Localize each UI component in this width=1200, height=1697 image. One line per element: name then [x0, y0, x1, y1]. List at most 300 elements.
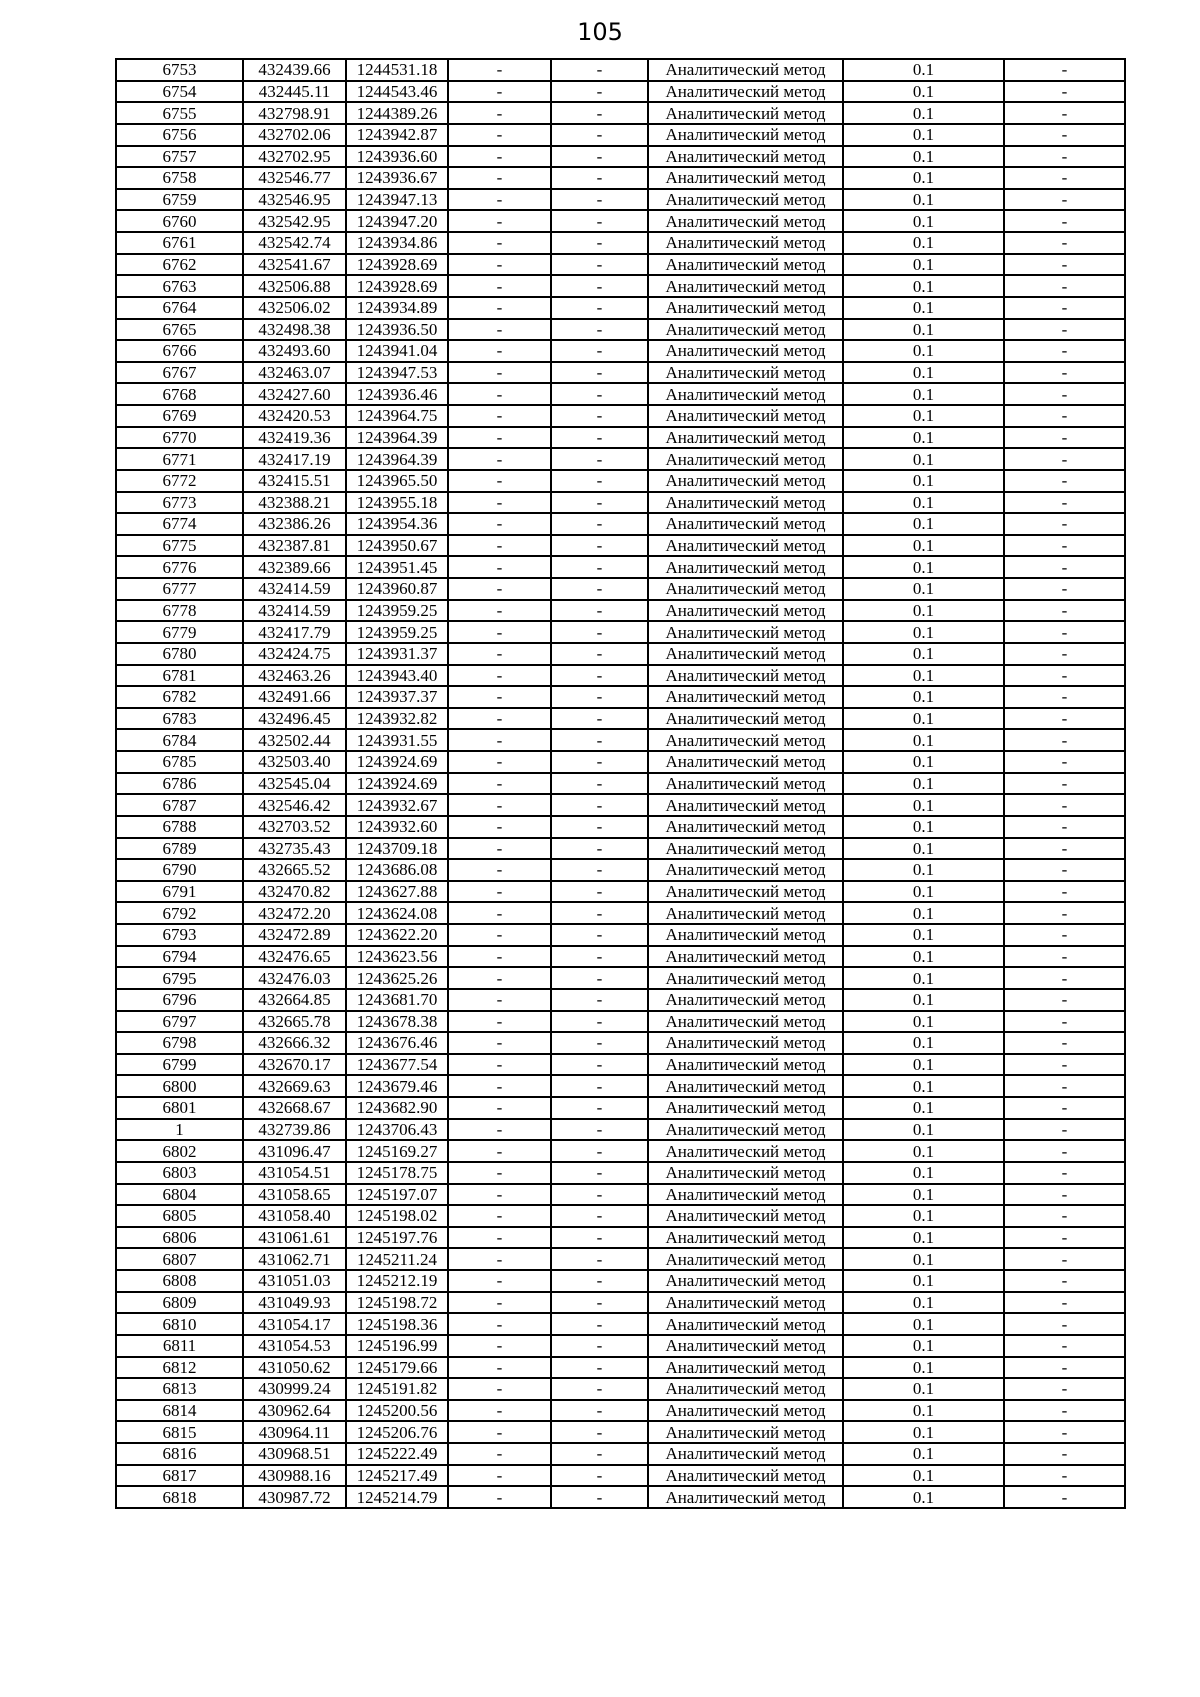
- blank-cell-a: -: [448, 232, 551, 254]
- blank-cell-a: -: [448, 146, 551, 168]
- y-coordinate-cell: 1245191.82: [346, 1378, 448, 1400]
- blank-cell-b: -: [551, 600, 648, 622]
- table-row: [116, 859, 1125, 881]
- blank-cell-c: -: [1004, 1140, 1125, 1162]
- x-coordinate-cell: 430962.64: [243, 1400, 346, 1422]
- blank-cell-b: -: [551, 1227, 648, 1249]
- blank-cell-b: -: [551, 794, 648, 816]
- accuracy-cell: 0.1: [843, 773, 1004, 795]
- blank-cell-c: -: [1004, 189, 1125, 211]
- method-cell: Аналитический метод: [648, 405, 843, 427]
- blank-cell-c: -: [1004, 1465, 1125, 1487]
- table-row: [116, 340, 1125, 362]
- x-coordinate-cell: 432506.02: [243, 297, 346, 319]
- point-number-cell: 6767: [116, 362, 243, 384]
- blank-cell-b: -: [551, 1421, 648, 1443]
- table-row: [116, 470, 1125, 492]
- blank-cell-a: -: [448, 319, 551, 341]
- accuracy-cell: 0.1: [843, 1032, 1004, 1054]
- y-coordinate-cell: 1243937.37: [346, 686, 448, 708]
- y-coordinate-cell: 1243928.69: [346, 254, 448, 276]
- blank-cell-b: -: [551, 1270, 648, 1292]
- blank-cell-c: -: [1004, 708, 1125, 730]
- blank-cell-b: -: [551, 210, 648, 232]
- blank-cell-a: -: [448, 362, 551, 384]
- x-coordinate-cell: 432739.86: [243, 1119, 346, 1141]
- accuracy-cell: 0.1: [843, 902, 1004, 924]
- blank-cell-b: -: [551, 556, 648, 578]
- method-cell: Аналитический метод: [648, 708, 843, 730]
- accuracy-cell: 0.1: [843, 1313, 1004, 1335]
- blank-cell-c: -: [1004, 1097, 1125, 1119]
- method-cell: Аналитический метод: [648, 859, 843, 881]
- blank-cell-b: -: [551, 1465, 648, 1487]
- blank-cell-b: -: [551, 405, 648, 427]
- method-cell: Аналитический метод: [648, 470, 843, 492]
- y-coordinate-cell: 1245198.36: [346, 1313, 448, 1335]
- y-coordinate-cell: 1243932.60: [346, 816, 448, 838]
- blank-cell-a: -: [448, 1075, 551, 1097]
- method-cell: Аналитический метод: [648, 989, 843, 1011]
- table-row: [116, 189, 1125, 211]
- x-coordinate-cell: 432491.66: [243, 686, 346, 708]
- blank-cell-a: -: [448, 1054, 551, 1076]
- point-number-cell: 6792: [116, 902, 243, 924]
- blank-cell-a: -: [448, 1486, 551, 1508]
- y-coordinate-cell: 1243936.50: [346, 319, 448, 341]
- x-coordinate-cell: 432439.66: [243, 59, 346, 81]
- blank-cell-b: -: [551, 1140, 648, 1162]
- point-number-cell: 6789: [116, 838, 243, 860]
- blank-cell-b: -: [551, 1335, 648, 1357]
- x-coordinate-cell: 431096.47: [243, 1140, 346, 1162]
- method-cell: Аналитический метод: [648, 1400, 843, 1422]
- y-coordinate-cell: 1243959.25: [346, 600, 448, 622]
- blank-cell-a: -: [448, 751, 551, 773]
- x-coordinate-cell: 432506.88: [243, 275, 346, 297]
- accuracy-cell: 0.1: [843, 924, 1004, 946]
- blank-cell-a: -: [448, 794, 551, 816]
- blank-cell-a: -: [448, 297, 551, 319]
- blank-cell-a: -: [448, 535, 551, 557]
- blank-cell-c: -: [1004, 838, 1125, 860]
- blank-cell-a: -: [448, 1465, 551, 1487]
- y-coordinate-cell: 1243623.56: [346, 946, 448, 968]
- blank-cell-a: -: [448, 621, 551, 643]
- table-row: [116, 275, 1125, 297]
- accuracy-cell: 0.1: [843, 1357, 1004, 1379]
- x-coordinate-cell: 432389.66: [243, 556, 346, 578]
- y-coordinate-cell: 1243678.38: [346, 1011, 448, 1033]
- method-cell: Аналитический метод: [648, 729, 843, 751]
- y-coordinate-cell: 1243964.75: [346, 405, 448, 427]
- blank-cell-c: -: [1004, 1270, 1125, 1292]
- y-coordinate-cell: 1243676.46: [346, 1032, 448, 1054]
- accuracy-cell: 0.1: [843, 232, 1004, 254]
- method-cell: Аналитический метод: [648, 232, 843, 254]
- blank-cell-b: -: [551, 427, 648, 449]
- y-coordinate-cell: 1243627.88: [346, 881, 448, 903]
- blank-cell-b: -: [551, 1292, 648, 1314]
- blank-cell-c: -: [1004, 102, 1125, 124]
- method-cell: Аналитический метод: [648, 492, 843, 514]
- blank-cell-b: -: [551, 1378, 648, 1400]
- blank-cell-c: -: [1004, 362, 1125, 384]
- accuracy-cell: 0.1: [843, 859, 1004, 881]
- blank-cell-b: -: [551, 232, 648, 254]
- x-coordinate-cell: 432545.04: [243, 773, 346, 795]
- point-number-cell: 6776: [116, 556, 243, 578]
- blank-cell-b: -: [551, 621, 648, 643]
- y-coordinate-cell: 1245178.75: [346, 1162, 448, 1184]
- table-row: [116, 81, 1125, 103]
- table-row: [116, 1335, 1125, 1357]
- x-coordinate-cell: 432702.95: [243, 146, 346, 168]
- accuracy-cell: 0.1: [843, 989, 1004, 1011]
- blank-cell-a: -: [448, 1400, 551, 1422]
- x-coordinate-cell: 431054.17: [243, 1313, 346, 1335]
- point-number-cell: 6782: [116, 686, 243, 708]
- y-coordinate-cell: 1243679.46: [346, 1075, 448, 1097]
- accuracy-cell: 0.1: [843, 751, 1004, 773]
- method-cell: Аналитический метод: [648, 556, 843, 578]
- point-number-cell: 6770: [116, 427, 243, 449]
- table-row: [116, 1032, 1125, 1054]
- blank-cell-c: -: [1004, 470, 1125, 492]
- blank-cell-b: -: [551, 665, 648, 687]
- method-cell: Аналитический метод: [648, 1140, 843, 1162]
- y-coordinate-cell: 1243947.53: [346, 362, 448, 384]
- blank-cell-c: -: [1004, 210, 1125, 232]
- point-number-cell: 6769: [116, 405, 243, 427]
- point-number-cell: 6787: [116, 794, 243, 816]
- x-coordinate-cell: 432427.60: [243, 383, 346, 405]
- method-cell: Аналитический метод: [648, 275, 843, 297]
- accuracy-cell: 0.1: [843, 1378, 1004, 1400]
- blank-cell-a: -: [448, 492, 551, 514]
- x-coordinate-cell: 432541.67: [243, 254, 346, 276]
- table-row: [116, 1248, 1125, 1270]
- blank-cell-a: -: [448, 1140, 551, 1162]
- blank-cell-b: -: [551, 1032, 648, 1054]
- x-coordinate-cell: 432463.26: [243, 665, 346, 687]
- method-cell: Аналитический метод: [648, 881, 843, 903]
- table-row: [116, 124, 1125, 146]
- blank-cell-a: -: [448, 1357, 551, 1379]
- point-number-cell: 6800: [116, 1075, 243, 1097]
- blank-cell-b: -: [551, 59, 648, 81]
- method-cell: Аналитический метод: [648, 1486, 843, 1508]
- x-coordinate-cell: 432665.52: [243, 859, 346, 881]
- method-cell: Аналитический метод: [648, 1421, 843, 1443]
- blank-cell-c: -: [1004, 232, 1125, 254]
- blank-cell-b: -: [551, 859, 648, 881]
- y-coordinate-cell: 1243622.20: [346, 924, 448, 946]
- x-coordinate-cell: 431058.65: [243, 1184, 346, 1206]
- x-coordinate-cell: 431054.51: [243, 1162, 346, 1184]
- x-coordinate-cell: 432387.81: [243, 535, 346, 557]
- table-row: [116, 1227, 1125, 1249]
- blank-cell-a: -: [448, 405, 551, 427]
- blank-cell-c: -: [1004, 665, 1125, 687]
- blank-cell-a: -: [448, 513, 551, 535]
- y-coordinate-cell: 1243681.70: [346, 989, 448, 1011]
- x-coordinate-cell: 432493.60: [243, 340, 346, 362]
- method-cell: Аналитический метод: [648, 794, 843, 816]
- y-coordinate-cell: 1245212.19: [346, 1270, 448, 1292]
- method-cell: Аналитический метод: [648, 362, 843, 384]
- point-number-cell: 6808: [116, 1270, 243, 1292]
- table-row: [116, 297, 1125, 319]
- blank-cell-c: -: [1004, 124, 1125, 146]
- y-coordinate-cell: 1243950.67: [346, 535, 448, 557]
- y-coordinate-cell: 1243931.55: [346, 729, 448, 751]
- method-cell: Аналитический метод: [648, 924, 843, 946]
- x-coordinate-cell: 432472.20: [243, 902, 346, 924]
- x-coordinate-cell: 430988.16: [243, 1465, 346, 1487]
- blank-cell-a: -: [448, 448, 551, 470]
- blank-cell-a: -: [448, 881, 551, 903]
- table-row: [116, 254, 1125, 276]
- method-cell: Аналитический метод: [648, 1357, 843, 1379]
- point-number-cell: 6761: [116, 232, 243, 254]
- blank-cell-a: -: [448, 340, 551, 362]
- y-coordinate-cell: 1243709.18: [346, 838, 448, 860]
- blank-cell-b: -: [551, 340, 648, 362]
- accuracy-cell: 0.1: [843, 946, 1004, 968]
- x-coordinate-cell: 431049.93: [243, 1292, 346, 1314]
- blank-cell-a: -: [448, 167, 551, 189]
- x-coordinate-cell: 432445.11: [243, 81, 346, 103]
- point-number-cell: 6786: [116, 773, 243, 795]
- method-cell: Аналитический метод: [648, 1011, 843, 1033]
- blank-cell-c: -: [1004, 535, 1125, 557]
- table-row: [116, 1097, 1125, 1119]
- accuracy-cell: 0.1: [843, 297, 1004, 319]
- table-row: [116, 556, 1125, 578]
- blank-cell-b: -: [551, 1119, 648, 1141]
- blank-cell-c: -: [1004, 578, 1125, 600]
- accuracy-cell: 0.1: [843, 427, 1004, 449]
- accuracy-cell: 0.1: [843, 556, 1004, 578]
- blank-cell-b: -: [551, 470, 648, 492]
- blank-cell-b: -: [551, 1075, 648, 1097]
- point-number-cell: 6791: [116, 881, 243, 903]
- accuracy-cell: 0.1: [843, 448, 1004, 470]
- method-cell: Аналитический метод: [648, 254, 843, 276]
- table-row: [116, 924, 1125, 946]
- accuracy-cell: 0.1: [843, 1270, 1004, 1292]
- blank-cell-b: -: [551, 578, 648, 600]
- blank-cell-a: -: [448, 1270, 551, 1292]
- point-number-cell: 6757: [116, 146, 243, 168]
- method-cell: Аналитический метод: [648, 167, 843, 189]
- blank-cell-c: -: [1004, 1227, 1125, 1249]
- accuracy-cell: 0.1: [843, 124, 1004, 146]
- method-cell: Аналитический метод: [648, 146, 843, 168]
- x-coordinate-cell: 432542.95: [243, 210, 346, 232]
- table-row: [116, 102, 1125, 124]
- accuracy-cell: 0.1: [843, 881, 1004, 903]
- method-cell: Аналитический метод: [648, 1292, 843, 1314]
- blank-cell-c: -: [1004, 902, 1125, 924]
- point-number-cell: 6807: [116, 1248, 243, 1270]
- y-coordinate-cell: 1243936.46: [346, 383, 448, 405]
- accuracy-cell: 0.1: [843, 59, 1004, 81]
- blank-cell-a: -: [448, 383, 551, 405]
- accuracy-cell: 0.1: [843, 967, 1004, 989]
- blank-cell-c: -: [1004, 1011, 1125, 1033]
- blank-cell-b: -: [551, 1162, 648, 1184]
- accuracy-cell: 0.1: [843, 816, 1004, 838]
- blank-cell-c: -: [1004, 1248, 1125, 1270]
- point-number-cell: 6758: [116, 167, 243, 189]
- method-cell: Аналитический метод: [648, 1313, 843, 1335]
- accuracy-cell: 0.1: [843, 1248, 1004, 1270]
- accuracy-cell: 0.1: [843, 81, 1004, 103]
- table-row: [116, 946, 1125, 968]
- method-cell: Аналитический метод: [648, 1227, 843, 1249]
- table-row: [116, 1357, 1125, 1379]
- accuracy-cell: 0.1: [843, 167, 1004, 189]
- blank-cell-c: -: [1004, 686, 1125, 708]
- method-cell: Аналитический метод: [648, 1270, 843, 1292]
- y-coordinate-cell: 1245211.24: [346, 1248, 448, 1270]
- table-row: [116, 643, 1125, 665]
- x-coordinate-cell: 432546.77: [243, 167, 346, 189]
- point-number-cell: 6772: [116, 470, 243, 492]
- table-row: [116, 210, 1125, 232]
- x-coordinate-cell: 432666.32: [243, 1032, 346, 1054]
- point-number-cell: 6795: [116, 967, 243, 989]
- blank-cell-a: -: [448, 838, 551, 860]
- point-number-cell: 6812: [116, 1357, 243, 1379]
- blank-cell-b: -: [551, 902, 648, 924]
- accuracy-cell: 0.1: [843, 1486, 1004, 1508]
- blank-cell-a: -: [448, 989, 551, 1011]
- x-coordinate-cell: 432735.43: [243, 838, 346, 860]
- blank-cell-b: -: [551, 816, 648, 838]
- blank-cell-a: -: [448, 556, 551, 578]
- accuracy-cell: 0.1: [843, 686, 1004, 708]
- y-coordinate-cell: 1243960.87: [346, 578, 448, 600]
- point-number-cell: 6768: [116, 383, 243, 405]
- table-row: [116, 1011, 1125, 1033]
- blank-cell-c: -: [1004, 989, 1125, 1011]
- blank-cell-c: -: [1004, 448, 1125, 470]
- blank-cell-a: -: [448, 102, 551, 124]
- method-cell: Аналитический метод: [648, 1465, 843, 1487]
- table-row: [116, 729, 1125, 751]
- point-number-cell: 6762: [116, 254, 243, 276]
- method-cell: Аналитический метод: [648, 1205, 843, 1227]
- table-row: [116, 167, 1125, 189]
- point-number-cell: 6784: [116, 729, 243, 751]
- accuracy-cell: 0.1: [843, 210, 1004, 232]
- blank-cell-b: -: [551, 946, 648, 968]
- point-number-cell: 6777: [116, 578, 243, 600]
- method-cell: Аналитический метод: [648, 1248, 843, 1270]
- table-body: [116, 59, 1125, 1508]
- blank-cell-b: -: [551, 167, 648, 189]
- x-coordinate-cell: 432419.36: [243, 427, 346, 449]
- blank-cell-b: -: [551, 1011, 648, 1033]
- blank-cell-a: -: [448, 1378, 551, 1400]
- point-number-cell: 6785: [116, 751, 243, 773]
- x-coordinate-cell: 432415.51: [243, 470, 346, 492]
- point-number-cell: 6794: [116, 946, 243, 968]
- y-coordinate-cell: 1243931.37: [346, 643, 448, 665]
- method-cell: Аналитический метод: [648, 838, 843, 860]
- accuracy-cell: 0.1: [843, 383, 1004, 405]
- point-number-cell: 6804: [116, 1184, 243, 1206]
- point-number-cell: 6774: [116, 513, 243, 535]
- table-row: [116, 1421, 1125, 1443]
- method-cell: Аналитический метод: [648, 1119, 843, 1141]
- accuracy-cell: 0.1: [843, 1335, 1004, 1357]
- page-number: 105: [577, 18, 623, 46]
- y-coordinate-cell: 1244531.18: [346, 59, 448, 81]
- y-coordinate-cell: 1245200.56: [346, 1400, 448, 1422]
- blank-cell-c: -: [1004, 1421, 1125, 1443]
- x-coordinate-cell: 430964.11: [243, 1421, 346, 1443]
- accuracy-cell: 0.1: [843, 1011, 1004, 1033]
- table-row: [116, 1465, 1125, 1487]
- table-row: [116, 1184, 1125, 1206]
- blank-cell-a: -: [448, 665, 551, 687]
- x-coordinate-cell: 432664.85: [243, 989, 346, 1011]
- y-coordinate-cell: 1245206.76: [346, 1421, 448, 1443]
- point-number-cell: 6803: [116, 1162, 243, 1184]
- accuracy-cell: 0.1: [843, 513, 1004, 535]
- method-cell: Аналитический метод: [648, 946, 843, 968]
- blank-cell-a: -: [448, 1184, 551, 1206]
- blank-cell-a: -: [448, 902, 551, 924]
- blank-cell-a: -: [448, 773, 551, 795]
- table-row: [116, 989, 1125, 1011]
- blank-cell-a: -: [448, 1032, 551, 1054]
- blank-cell-a: -: [448, 254, 551, 276]
- blank-cell-b: -: [551, 124, 648, 146]
- y-coordinate-cell: 1243964.39: [346, 427, 448, 449]
- x-coordinate-cell: 432498.38: [243, 319, 346, 341]
- method-cell: Аналитический метод: [648, 1097, 843, 1119]
- x-coordinate-cell: 432417.19: [243, 448, 346, 470]
- blank-cell-c: -: [1004, 1205, 1125, 1227]
- accuracy-cell: 0.1: [843, 1054, 1004, 1076]
- method-cell: Аналитический метод: [648, 665, 843, 687]
- method-cell: Аналитический метод: [648, 383, 843, 405]
- table-row: [116, 1313, 1125, 1335]
- x-coordinate-cell: 432470.82: [243, 881, 346, 903]
- blank-cell-b: -: [551, 686, 648, 708]
- accuracy-cell: 0.1: [843, 492, 1004, 514]
- point-number-cell: 6755: [116, 102, 243, 124]
- blank-cell-b: -: [551, 967, 648, 989]
- blank-cell-c: -: [1004, 59, 1125, 81]
- y-coordinate-cell: 1243936.60: [346, 146, 448, 168]
- accuracy-cell: 0.1: [843, 275, 1004, 297]
- method-cell: Аналитический метод: [648, 600, 843, 622]
- y-coordinate-cell: 1243682.90: [346, 1097, 448, 1119]
- method-cell: Аналитический метод: [648, 319, 843, 341]
- x-coordinate-cell: 431061.61: [243, 1227, 346, 1249]
- method-cell: Аналитический метод: [648, 297, 843, 319]
- blank-cell-c: -: [1004, 81, 1125, 103]
- blank-cell-a: -: [448, 967, 551, 989]
- blank-cell-a: -: [448, 210, 551, 232]
- x-coordinate-cell: 432463.07: [243, 362, 346, 384]
